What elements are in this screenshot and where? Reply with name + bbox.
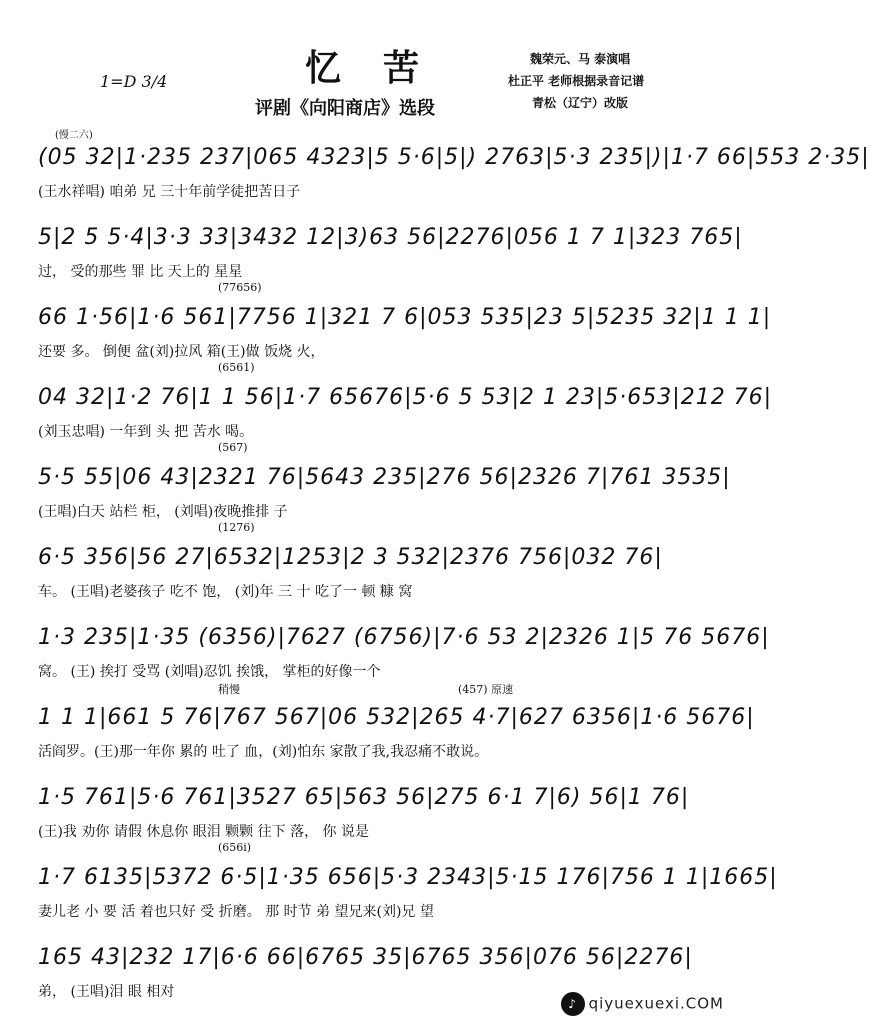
performance-mark: (567) (218, 441, 248, 454)
performance-mark: (77656) (218, 281, 262, 294)
performance-mark: (656i) (218, 841, 252, 854)
notation-line: 1·3 235|1·35 (6356)|7627 (6756)|7·6 53 2|2326 1|5 76 5676| (38, 625, 770, 650)
notation-line: 6·5 356|56 27|6532|1253|2 3 532|2376 756|032 76| (38, 545, 663, 570)
performance-mark: (457) 原速 (458, 683, 514, 696)
lyrics-line: 过， 受的那些 罪 比 天上的 星星 (38, 264, 243, 280)
lyrics-line: 还要 多。 倒便 盆(刘)拉风 箱(王)做 饭烧 火， (38, 344, 325, 360)
lyrics-line: 窝。 (王) 挨打 受骂 (刘唱)忍饥 挨饿， 掌柜的好像一个 (38, 664, 381, 680)
lyrics-line: (刘玉忠唱) 一年到 头 把 苦水 喝。 (38, 424, 254, 440)
notation-line: 1·7 6135|5372 6·5|1·35 656|5·3 2343|5·15 176|756 1 1|1665| (38, 865, 778, 890)
song-subtitle: 评剧《向阳商店》选段 (255, 98, 435, 119)
credit-arranger: 青松（辽宁）改版 (532, 96, 629, 110)
lyrics-line: 车。 (王唱)老婆孩子 吃不 饱， (刘)年 三 十 吃了一 顿 糠 窝 (38, 584, 413, 600)
notation-line: 5·5 55|06 43|2321 76|5643 235|276 56|2326 7|761 3535| (38, 465, 731, 490)
watermark (561, 992, 724, 1016)
tempo-marking: (慢二六) (55, 130, 93, 141)
lyrics-line: (王唱)白天 站栏 柜， (刘唱)夜晚推排 子 (38, 504, 288, 520)
lyrics-line: (王)我 劝你 请假 休息你 眼泪 颗颗 往下 落， 你 说是 (38, 824, 369, 840)
credits (508, 48, 718, 114)
lyrics-line: 弟， (王唱)泪 眼 相对 (38, 984, 175, 1000)
notation-line: 1 1 1|661 5 76|767 567|06 532|265 4·7|627 6356|1·6 5676| (38, 705, 755, 730)
performance-mark: 稍慢 (218, 683, 240, 696)
lyrics-line: 活阎罗。(王)那一年你 累的 吐了 血，(刘)怕东 家散了我,我忍痛不敢说。 (38, 744, 489, 760)
notation-line: 5|2 5 5·4|3·3 33|3432 12|3)63 56|2276|056 1 7 1|323 765| (38, 225, 743, 250)
notation-line: 66 1·56|1·6 561|7756 1|321 7 6|053 535|23 5|5235 32|1 1 1| (38, 305, 772, 330)
performance-mark: (6561) (218, 361, 255, 374)
notation-line: 04 32|1·2 76|1 1 56|1·7 65676|5·6 5 53|2 1 23|5·653|212 76| (38, 385, 773, 410)
notation-line: 1·5 761|5·6 761|3527 65|563 56|275 6·1 7|6) 56|1 76| (38, 785, 690, 810)
performance-mark: (1276) (218, 521, 255, 534)
lyrics-line: 妻儿老 小 要 活 着也只好 受 折磨。 那 时节 弟 望兄来(刘)兄 望 (38, 904, 434, 920)
song-title: 忆苦 (305, 47, 462, 89)
credit-transcriber: 杜正平 老师根据录音记谱 (508, 74, 645, 88)
notation-line: (05 32|1·235 237|065 4323|5 5·6|5|) 2763|5·3 235|)|1·7 66|553 2·35| (38, 145, 870, 170)
credit-performers: 魏荣元、马 泰演唱 (530, 52, 631, 66)
notation-line: 165 43|232 17|6·6 66|6765 35|6765 356|076 56|2276| (38, 945, 693, 970)
lyrics-line: (王水祥唱) 咱弟 兄 三十年前学徒把苦日子 (38, 184, 301, 200)
watermark-text: qiyuexuexi.COM (588, 994, 724, 1013)
key-signature: 1=D 3/4 (100, 72, 168, 91)
watermark-logo-icon: ♪ (561, 992, 585, 1016)
